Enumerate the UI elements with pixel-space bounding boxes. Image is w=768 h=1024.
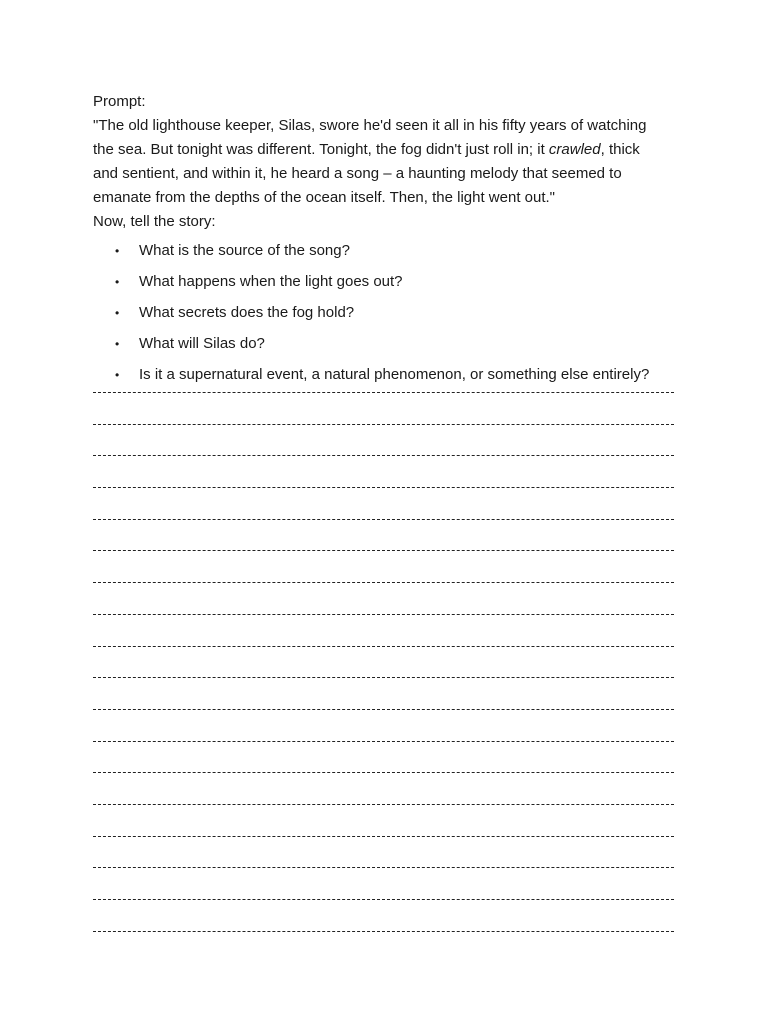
writing-line bbox=[93, 487, 674, 489]
bullet-icon: • bbox=[115, 368, 120, 382]
writing-line bbox=[93, 392, 674, 394]
prompt-line bbox=[93, 138, 675, 162]
question-item bbox=[93, 241, 675, 261]
worksheet bbox=[93, 90, 675, 962]
question-text: What will Silas do? bbox=[139, 335, 265, 352]
writing-line bbox=[93, 519, 674, 521]
bullet-icon: • bbox=[115, 244, 120, 258]
prompt-label: Prompt: bbox=[93, 93, 146, 110]
writing-line bbox=[93, 931, 674, 933]
question-text: What secrets does the fog hold? bbox=[139, 304, 355, 321]
writing-line bbox=[93, 741, 674, 743]
bullet-icon: • bbox=[115, 306, 120, 320]
question-item bbox=[93, 303, 675, 323]
bullet-icon: • bbox=[115, 275, 120, 289]
writing-line bbox=[93, 677, 674, 679]
prompt-text-segment: the sea. But tonight was different. Tonight, the fog didn't just roll in; it bbox=[93, 141, 549, 158]
writing-line bbox=[93, 899, 674, 901]
writing-line bbox=[93, 455, 674, 457]
writing-line bbox=[93, 582, 674, 584]
emphasized-word: crawled bbox=[548, 141, 601, 158]
writing-line bbox=[93, 709, 674, 711]
prompt-text-segment: , thick bbox=[600, 141, 640, 158]
writing-line bbox=[93, 550, 674, 552]
question-text: What is the source of the song? bbox=[139, 242, 350, 259]
writing-line bbox=[93, 424, 674, 426]
question-item bbox=[93, 365, 675, 385]
bullet-icon: • bbox=[115, 337, 120, 351]
question-item bbox=[93, 334, 675, 354]
writing-lines bbox=[93, 392, 675, 933]
story-instruction: Now, tell the story: bbox=[93, 213, 216, 230]
question-item bbox=[93, 272, 675, 292]
prompt-line: emanate from the depths of the ocean itself. Then, the light went out." bbox=[93, 189, 555, 206]
writing-line bbox=[93, 772, 674, 774]
question-text: What happens when the light goes out? bbox=[139, 273, 403, 290]
writing-line bbox=[93, 867, 674, 869]
writing-line bbox=[93, 804, 674, 806]
writing-line bbox=[93, 614, 674, 616]
question-text: Is it a supernatural event, a natural phenomenon, or something else entirely? bbox=[139, 366, 650, 383]
writing-line bbox=[93, 646, 674, 648]
question-list bbox=[93, 241, 675, 385]
prompt-line: "The old lighthouse keeper, Silas, swore he'd seen it all in his fifty years of watching bbox=[93, 117, 647, 134]
prompt-text bbox=[93, 114, 675, 210]
writing-line bbox=[93, 836, 674, 838]
prompt-line: and sentient, and within it, he heard a song – a haunting melody that seemed to bbox=[93, 165, 622, 182]
